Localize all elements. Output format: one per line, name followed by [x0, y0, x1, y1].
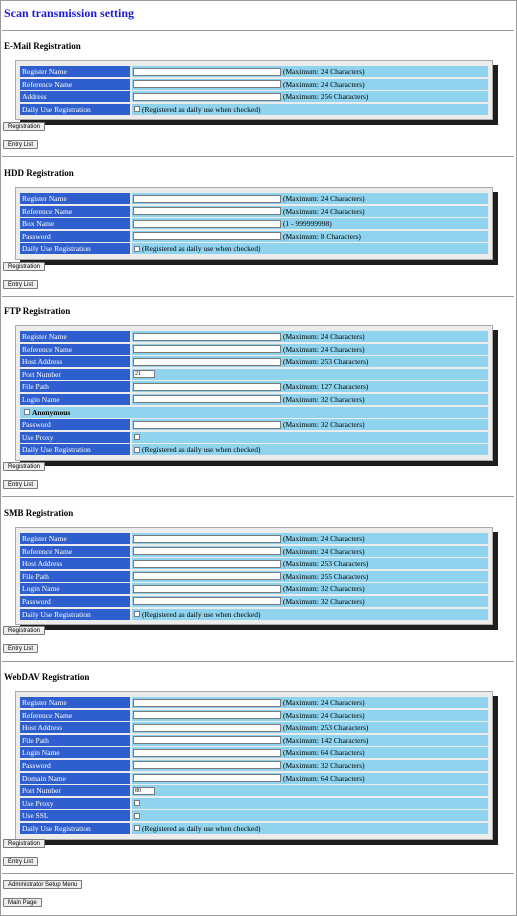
email-row-register-name	[20, 66, 488, 77]
webdav-row-file-path	[20, 735, 488, 746]
field-label: Login Name	[20, 583, 130, 594]
login-name-input[interactable]	[133, 749, 281, 757]
field-label: Use Proxy	[20, 798, 130, 809]
login-name-input[interactable]	[133, 395, 281, 403]
password-input[interactable]	[133, 761, 281, 769]
divider	[2, 30, 514, 31]
webdav-row-use-proxy	[20, 798, 488, 809]
field-hint: (Maximum: 24 Characters)	[283, 710, 365, 720]
field-hint: (Maximum: 32 Characters)	[283, 420, 365, 430]
field-label: Box Name	[20, 218, 130, 229]
webdav-row-reference-name	[20, 710, 488, 721]
field-label: File Path	[20, 381, 130, 392]
email-row-address	[20, 91, 488, 102]
field-hint: (Maximum: 24 Characters)	[283, 698, 365, 707]
divider	[2, 156, 514, 157]
file-path-input[interactable]	[133, 572, 281, 580]
password-input[interactable]	[133, 232, 281, 240]
field-label: Password	[20, 231, 130, 242]
field-hint: (Maximum: 24 Characters)	[283, 206, 365, 216]
field-hint: (Maximum: 253 Characters)	[283, 723, 369, 733]
hdd-registration-button[interactable]: Registration	[3, 262, 45, 271]
divider	[2, 296, 514, 297]
domain-name-input[interactable]	[133, 774, 281, 782]
ftp-form-panel	[15, 325, 493, 461]
field-hint: (Maximum: 32 Characters)	[283, 584, 365, 594]
field-hint: (Maximum: 256 Characters)	[283, 92, 369, 102]
webdav-entry-list-button[interactable]: Entry List	[3, 857, 38, 866]
smb-row-daily-use	[20, 609, 488, 620]
main-page-button[interactable]: Main Page	[3, 898, 42, 907]
webdav-section-title: WebDAV Registration	[4, 672, 90, 682]
smb-row-password	[20, 596, 488, 607]
daily-use-checkbox[interactable]	[134, 246, 140, 252]
hdd-row-register-name	[20, 193, 488, 204]
field-label: Password	[20, 760, 130, 771]
reference-name-input[interactable]	[133, 345, 281, 353]
host-address-input[interactable]	[133, 358, 281, 366]
reference-name-input[interactable]	[133, 711, 281, 719]
ftp-row-use-proxy	[20, 432, 488, 443]
field-hint: (Maximum: 142 Characters)	[283, 735, 369, 745]
field-hint: (Registered as daily use when checked)	[142, 104, 261, 114]
administrator-setup-menu-button[interactable]: Administrator Setup Menu	[3, 880, 82, 889]
register-name-input[interactable]	[133, 68, 281, 76]
daily-use-checkbox[interactable]	[134, 825, 140, 831]
field-hint: (Registered as daily use when checked)	[142, 823, 261, 833]
field-hint: (Maximum: 32 Characters)	[283, 596, 365, 606]
field-label: Reference Name	[20, 710, 130, 721]
ftp-entry-list-button[interactable]: Entry List	[3, 480, 38, 489]
webdav-row-domain-name	[20, 773, 488, 784]
field-hint: (Registered as daily use when checked)	[142, 244, 261, 254]
field-hint: (Maximum: 24 Characters)	[283, 332, 365, 341]
divider	[2, 496, 514, 497]
host-address-input[interactable]	[133, 560, 281, 568]
box-name-input[interactable]	[133, 220, 281, 228]
register-name-input[interactable]	[133, 699, 281, 707]
smb-row-login-name	[20, 583, 488, 594]
field-hint: (Registered as daily use when checked)	[142, 609, 261, 619]
field-label: Host Address	[20, 356, 130, 367]
webdav-row-host-address	[20, 722, 488, 733]
register-name-input[interactable]	[133, 195, 281, 203]
port-number-input[interactable]: 80	[133, 787, 155, 795]
login-name-input[interactable]	[133, 585, 281, 593]
field-label: File Path	[20, 571, 130, 582]
field-label: Reference Name	[20, 546, 130, 557]
field-hint: (Maximum: 253 Characters)	[283, 357, 369, 367]
hdd-row-box-name	[20, 218, 488, 229]
ftp-section-title: FTP Registration	[4, 306, 71, 316]
ftp-row-login-name	[20, 394, 488, 405]
smb-section-title: SMB Registration	[4, 508, 74, 518]
hdd-row-daily-use	[20, 243, 488, 254]
field-label: Register Name	[20, 331, 130, 342]
webdav-form-panel	[15, 691, 493, 840]
field-label: Daily Use Registration	[20, 104, 130, 115]
field-label: Port Number	[20, 785, 130, 796]
field-label: Use SSL	[20, 810, 130, 821]
email-registration-button[interactable]: Registration	[3, 122, 45, 131]
smb-row-host-address	[20, 558, 488, 569]
ftp-row-port-number	[20, 369, 488, 380]
email-entry-list-button[interactable]: Entry List	[3, 140, 38, 149]
smb-registration-button[interactable]: Registration	[3, 626, 45, 635]
field-label: Daily Use Registration	[20, 243, 130, 254]
file-path-input[interactable]	[133, 736, 281, 744]
ftp-row-host-address	[20, 356, 488, 367]
reference-name-input[interactable]	[133, 207, 281, 215]
field-label: Daily Use Registration	[20, 823, 130, 834]
port-number-input[interactable]: 21	[133, 370, 155, 378]
ftp-row-reference-name	[20, 344, 488, 355]
password-input[interactable]	[133, 597, 281, 605]
reference-name-input[interactable]	[133, 547, 281, 555]
ftp-row-password	[20, 419, 488, 430]
anonymous-checkbox[interactable]	[24, 409, 30, 415]
field-hint: (Maximum: 127 Characters)	[283, 382, 369, 392]
field-hint: (Maximum: 64 Characters)	[283, 773, 365, 783]
ftp-registration-button[interactable]: Registration	[3, 462, 45, 471]
use-proxy-checkbox[interactable]	[134, 800, 140, 806]
daily-use-checkbox[interactable]	[134, 447, 140, 453]
field-label: Daily Use Registration	[20, 609, 130, 620]
use-proxy-checkbox[interactable]	[134, 434, 140, 440]
smb-row-file-path	[20, 571, 488, 582]
field-label: Register Name	[20, 697, 130, 708]
email-form-panel	[15, 60, 493, 120]
email-section-title: E-Mail Registration	[4, 41, 81, 51]
field-hint: (Maximum: 24 Characters)	[283, 344, 365, 354]
field-label: Reference Name	[20, 344, 130, 355]
ftp-row-anonymous	[20, 407, 488, 418]
use-ssl-checkbox[interactable]	[134, 813, 140, 819]
field-hint: (Maximum: 24 Characters)	[283, 79, 365, 89]
hdd-form-panel	[15, 187, 493, 260]
webdav-row-login-name	[20, 747, 488, 758]
host-address-input[interactable]	[133, 724, 281, 732]
email-row-reference-name	[20, 79, 488, 90]
hdd-row-password	[20, 231, 488, 242]
field-label: Host Address	[20, 558, 130, 569]
divider	[2, 873, 514, 874]
password-input[interactable]	[133, 421, 281, 429]
hdd-entry-list-button[interactable]: Entry List	[3, 280, 38, 289]
field-hint: (Maximum: 32 Characters)	[283, 394, 365, 404]
webdav-row-use-ssl	[20, 810, 488, 821]
daily-use-checkbox[interactable]	[134, 106, 140, 112]
email-row-daily-use	[20, 104, 488, 115]
ftp-row-daily-use	[20, 444, 488, 455]
field-hint: (Maximum: 24 Characters)	[283, 194, 365, 203]
field-label: Address	[20, 91, 130, 102]
divider	[2, 661, 514, 662]
field-hint: (Maximum: 24 Characters)	[283, 534, 365, 543]
daily-use-checkbox[interactable]	[134, 611, 140, 617]
field-label: Login Name	[20, 394, 130, 405]
field-hint: (Maximum: 64 Characters)	[283, 748, 365, 758]
field-hint: (Maximum: 24 Characters)	[283, 67, 365, 76]
webdav-registration-button[interactable]: Registration	[3, 839, 45, 848]
reference-name-input[interactable]	[133, 80, 281, 88]
field-label: Login Name	[20, 747, 130, 758]
field-hint: (Maximum: 24 Characters)	[283, 546, 365, 556]
webdav-row-register-name	[20, 697, 488, 708]
field-label: File Path	[20, 735, 130, 746]
field-hint: (Maximum: 255 Characters)	[283, 571, 369, 581]
field-label: Use Proxy	[20, 432, 130, 443]
field-label: Port Number	[20, 369, 130, 380]
field-hint: (1 - 999999998)	[283, 219, 332, 229]
webdav-row-port-number	[20, 785, 488, 796]
field-hint: (Maximum: 253 Characters)	[283, 559, 369, 569]
field-label: Register Name	[20, 533, 130, 544]
field-label: Reference Name	[20, 79, 130, 90]
smb-row-reference-name	[20, 546, 488, 557]
webdav-row-password	[20, 760, 488, 771]
page-title: Scan transmission setting	[4, 6, 135, 20]
field-label: Host Address	[20, 722, 130, 733]
smb-row-register-name	[20, 533, 488, 544]
file-path-input[interactable]	[133, 383, 281, 391]
field-label: Register Name	[20, 66, 130, 77]
smb-form-panel	[15, 527, 493, 625]
anonymous-label: Anonymous	[32, 407, 71, 417]
field-label: Register Name	[20, 193, 130, 204]
field-label: Domain Name	[20, 773, 130, 784]
field-label: Password	[20, 419, 130, 430]
address-input[interactable]	[133, 93, 281, 101]
webdav-row-daily-use	[20, 823, 488, 834]
field-label: Password	[20, 596, 130, 607]
ftp-row-register-name	[20, 331, 488, 342]
register-name-input[interactable]	[133, 333, 281, 341]
hdd-section-title: HDD Registration	[4, 168, 74, 178]
smb-entry-list-button[interactable]: Entry List	[3, 644, 38, 653]
hdd-row-reference-name	[20, 206, 488, 217]
register-name-input[interactable]	[133, 535, 281, 543]
field-hint: (Maximum: 8 Characters)	[283, 231, 361, 241]
field-label: Daily Use Registration	[20, 444, 130, 455]
field-hint: (Registered as daily use when checked)	[142, 445, 261, 455]
field-hint: (Maximum: 32 Characters)	[283, 760, 365, 770]
ftp-row-file-path	[20, 381, 488, 392]
field-label: Reference Name	[20, 206, 130, 217]
